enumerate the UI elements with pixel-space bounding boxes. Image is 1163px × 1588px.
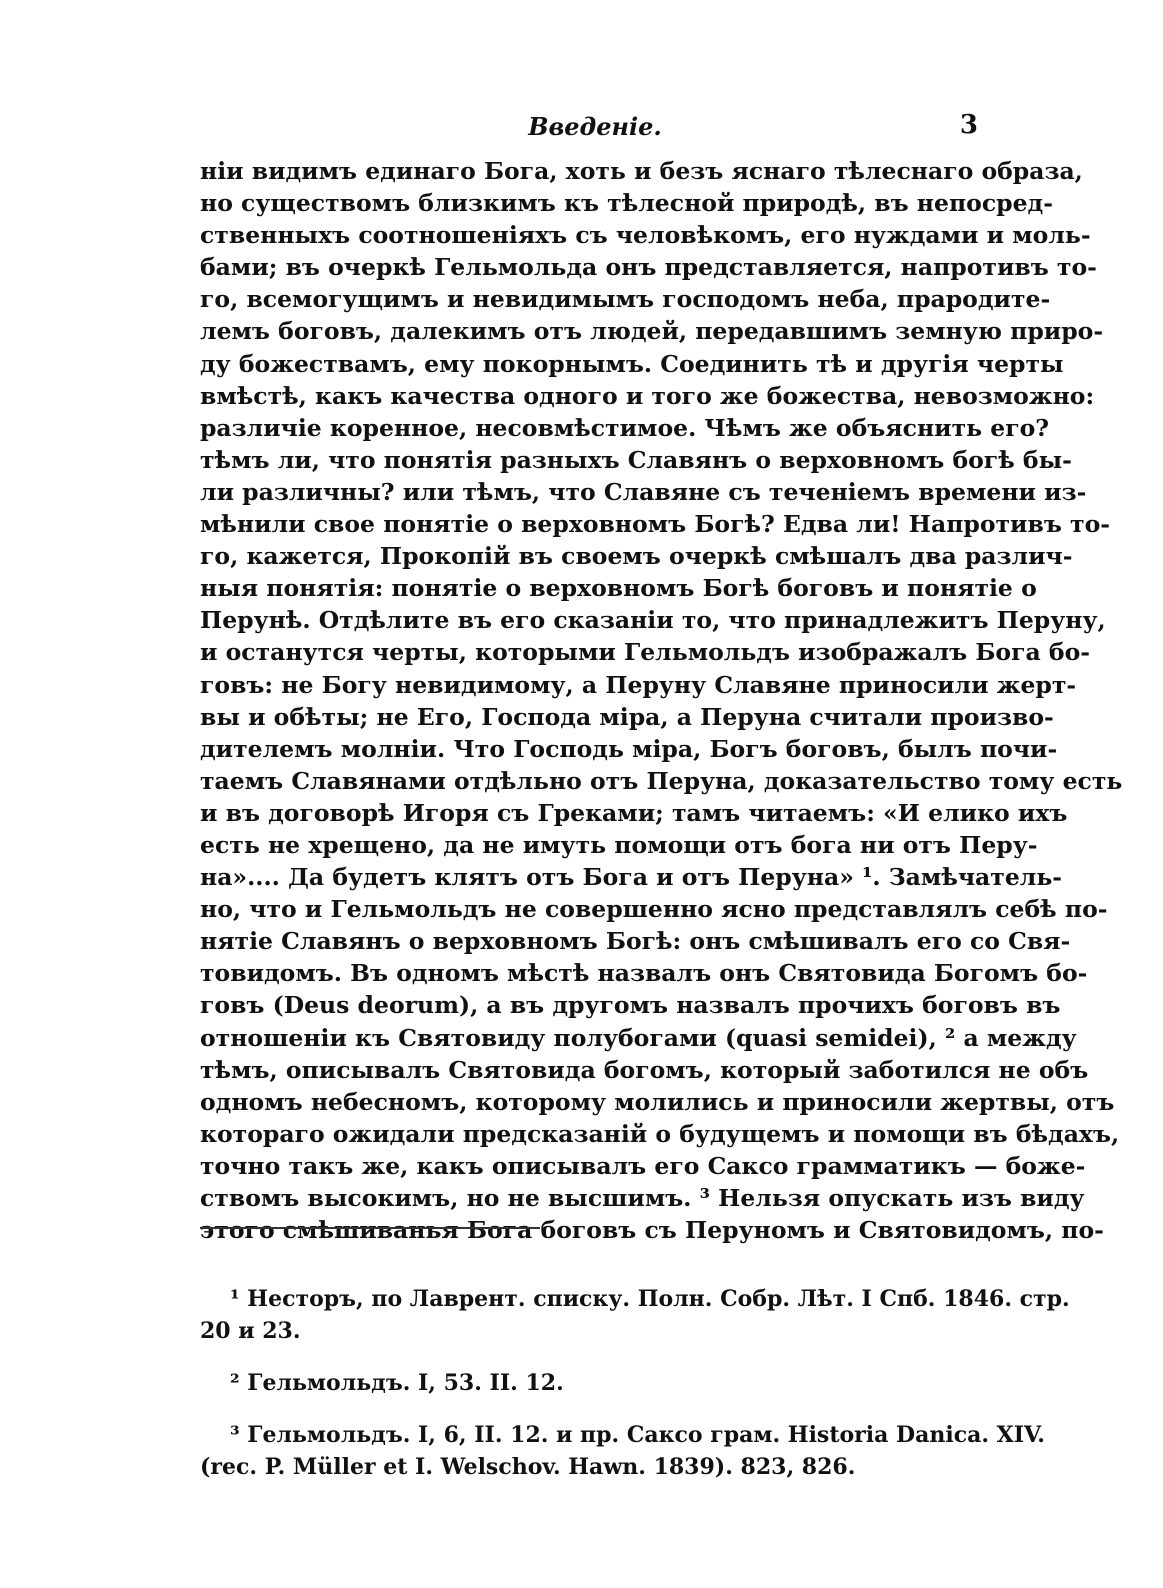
body-line: ствомъ высокимъ, но не высшимъ. ³ Нельзя опускать изъ виду <box>200 1184 1085 1212</box>
footnote-1 <box>200 1283 1070 1347</box>
body-line: одномъ небесномъ, которому молились и приносили жертвы, отъ <box>200 1087 1115 1116</box>
body-line: вы и обѣты; не Его, Господа міра, а Перуна считали произво- <box>200 702 1054 731</box>
body-line: бами; въ очеркѣ Гельмольда онъ представляется, напротивъ то- <box>200 253 1097 282</box>
body-line: ственныхъ соотношеніяхъ съ человѣкомъ, его нуждами и моль- <box>200 221 1091 250</box>
body-line: и останутся черты, которыми Гельмольдъ изображалъ Бога бо- <box>200 638 1091 667</box>
footnote-line: ¹ Несторъ, по Лаврент. списку. Полн. Собр. Лѣт. I Спб. 1846. стр. <box>230 1286 1070 1312</box>
body-text <box>200 155 1123 1246</box>
body-line: но, что и Гельмольдъ не совершенно ясно представлялъ себѣ по- <box>200 895 1108 924</box>
footnotes <box>200 1283 1070 1483</box>
body-line: точно такъ же, какъ описывалъ его Саксо грамматикъ — боже- <box>200 1151 1086 1180</box>
body-line: различіе коренное, несовмѣстимое. Чѣмъ же объяснить его? <box>200 413 1050 442</box>
body-line: ли различны? или тѣмъ, что Славяне съ теченіемъ времени из- <box>200 477 1087 506</box>
footnote-2 <box>200 1367 986 1399</box>
page-number: 3 <box>959 110 978 140</box>
footnote-line: ³ Гельмольдъ. I, 6, II. 12. и пр. Саксо грам. Historia Danica. XIV. <box>230 1422 1045 1448</box>
body-line: этого смѣшиванья Бога боговъ съ Перуномъ и Святовидомъ, по- <box>200 1216 1104 1245</box>
body-line: на».... Да будетъ клятъ отъ Бога и отъ Перуна» ¹. Замѣчатель- <box>200 863 1063 892</box>
footnote-separator <box>200 1227 540 1229</box>
body-line: товидомъ. Въ одномъ мѣстѣ назвалъ онъ Святовида Богомъ бо- <box>200 959 1088 988</box>
footnote-line: (rec. P. Müller et I. Welschov. Hawn. 1839). 823, 826. <box>200 1454 856 1480</box>
body-line: дителемъ молніи. Что Господь міра, Богъ боговъ, былъ почи- <box>200 734 1058 763</box>
footnote-line: ² Гельмольдъ. I, 53. II. 12. <box>230 1370 564 1396</box>
body-line: мѣнили свое понятіе о верховномъ Богѣ? Едва ли! Напротивъ то- <box>200 510 1111 539</box>
body-line: и въ договорѣ Игоря съ Греками; тамъ читаемъ: «И елико ихъ <box>200 798 1068 827</box>
footnote-3 <box>200 1419 1045 1483</box>
footnote-line: 20 и 23. <box>200 1318 301 1344</box>
body-line: нятіе Славянъ о верховномъ Богѣ: онъ смѣшивалъ его со Свя- <box>200 927 1071 956</box>
body-line: тѣмъ ли, что понятія разныхъ Славянъ о верховномъ богѣ бы- <box>200 445 1072 474</box>
body-line: котораго ожидали предсказаній о будущемъ и помощи въ бѣдахъ, <box>200 1119 1120 1148</box>
body-line: но существомъ близкимъ къ тѣлесной природѣ, въ непосред- <box>200 189 1053 218</box>
body-line: го, всемогущимъ и невидимымъ господомъ неба, прародите- <box>200 285 1051 314</box>
running-title: Введеніе. <box>528 112 662 141</box>
body-line: го, кажется, Прокопій въ своемъ очеркѣ смѣшалъ два различ- <box>200 542 1073 571</box>
body-line: ныя понятія: понятіе о верховномъ Богѣ боговъ и понятіе о <box>200 574 1037 603</box>
body-line: лемъ боговъ, далекимъ отъ людей, передавшимъ земную приро- <box>200 317 1104 346</box>
body-line: тѣмъ, описывалъ Святовида богомъ, который заботился не объ <box>200 1055 1089 1084</box>
body-line: ду божествамъ, ему покорнымъ. Соединить тѣ и другія черты <box>200 349 1064 378</box>
body-line: ніи видимъ единаго Бога, хоть и безъ яснаго тѣлеснаго образа, <box>200 157 1083 185</box>
body-line: говъ: не Богу невидимому, а Перуну Славяне приносили жерт- <box>200 670 1077 699</box>
body-line: вмѣстѣ, какъ качества одного и того же божества, невозможно: <box>200 381 1095 410</box>
body-line: отношеніи къ Святовиду полубогами (quasi semidei), ² а между <box>200 1023 1077 1052</box>
body-line: есть не хрещено, да не имуть помощи отъ бога ни отъ Перу- <box>200 830 1038 859</box>
body-line: таемъ Славянами отдѣльно отъ Перуна, доказательство тому есть <box>200 766 1123 795</box>
body-line: Перунѣ. Отдѣлите въ его сказаніи то, что принадлежитъ Перуну, <box>200 606 1106 635</box>
running-head <box>200 108 990 144</box>
body-line: говъ (Deus deorum), а въ другомъ назвалъ прочихъ боговъ въ <box>200 991 1061 1020</box>
